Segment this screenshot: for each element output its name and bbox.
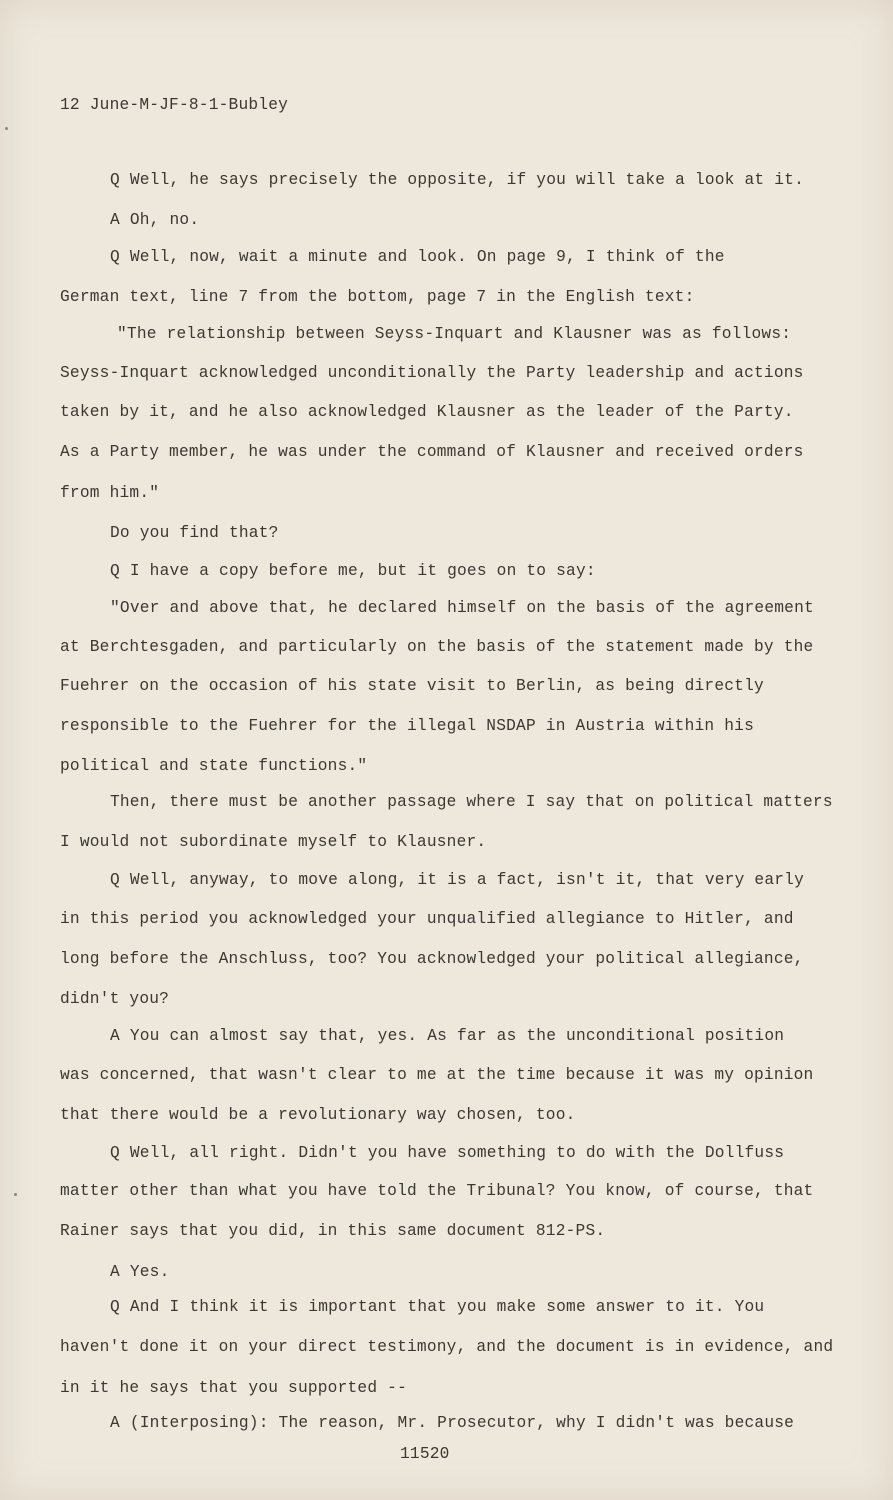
quoted-line: responsible to the Fuehrer for the illegal NSDAP in Austria within his: [60, 717, 754, 735]
quoted-line: political and state functions.": [60, 757, 368, 775]
transcript-line: German text, line 7 from the bottom, page 7 in the English text:: [60, 288, 695, 306]
transcript-line: Q And I think it is important that you make some answer to it. You: [110, 1298, 765, 1316]
page-number: 11520: [400, 1445, 450, 1463]
transcript-line: long before the Anschluss, too? You acknowledged your political allegiance,: [60, 950, 804, 968]
transcript-line: in this period you acknowledged your unqualified allegiance to Hitler, and: [60, 910, 794, 928]
transcript-line: in it he says that you supported --: [60, 1379, 407, 1397]
transcript-line: was concerned, that wasn't clear to me at the time because it was my opinion: [60, 1066, 814, 1084]
quoted-line: Seyss-Inquart acknowledged unconditionally the Party leadership and actions: [60, 364, 804, 382]
transcript-line: Q Well, anyway, to move along, it is a fact, isn't it, that very early: [110, 871, 804, 889]
transcript-line: didn't you?: [60, 990, 170, 1008]
transcript-line: Q I have a copy before me, but it goes on to say:: [110, 562, 596, 580]
quoted-line: As a Party member, he was under the command of Klausner and received orders: [60, 443, 804, 461]
transcript-line: that there would be a revolutionary way chosen, too.: [60, 1106, 576, 1124]
transcript-line: Q Well, he says precisely the opposite, if you will take a look at it.: [110, 171, 804, 189]
transcript-line: A Yes.: [110, 1263, 170, 1281]
transcript-line: Then, there must be another passage where I say that on political matters: [110, 793, 833, 811]
transcript-line: Q Well, all right. Didn't you have something to do with the Dollfuss: [110, 1144, 785, 1162]
transcript-line: Q Well, now, wait a minute and look. On page 9, I think of the: [110, 248, 725, 266]
transcript-line: haven't done it on your direct testimony, and the document is in evidence, and: [60, 1338, 834, 1356]
quoted-line: "The relationship between Seyss-Inquart and Klausner was as follows:: [117, 325, 792, 343]
transcript-line: I would not subordinate myself to Klausner.: [60, 833, 487, 851]
transcript-line: Do you find that?: [110, 524, 279, 542]
transcript-line: matter other than what you have told the Tribunal? You know, of course, that: [60, 1182, 814, 1200]
quoted-line: Fuehrer on the occasion of his state visit to Berlin, as being directly: [60, 677, 764, 695]
quoted-line: from him.": [60, 484, 160, 502]
transcript-line: A You can almost say that, yes. As far as the unconditional position: [110, 1027, 785, 1045]
transcript-line: A Oh, no.: [110, 211, 200, 229]
header-reference: 12 June-M-JF-8-1-Bubley: [60, 96, 289, 114]
quoted-line: "Over and above that, he declared himself on the basis of the agreement: [110, 599, 814, 617]
margin-mark: [5, 127, 8, 130]
margin-mark: [14, 1193, 17, 1196]
transcript-line: Rainer says that you did, in this same document 812-PS.: [60, 1222, 606, 1240]
transcript-line: A (Interposing): The reason, Mr. Prosecutor, why I didn't was because: [110, 1414, 795, 1432]
quoted-line: taken by it, and he also acknowledged Klausner as the leader of the Party.: [60, 403, 794, 421]
quoted-line: at Berchtesgaden, and particularly on the basis of the statement made by the: [60, 638, 814, 656]
